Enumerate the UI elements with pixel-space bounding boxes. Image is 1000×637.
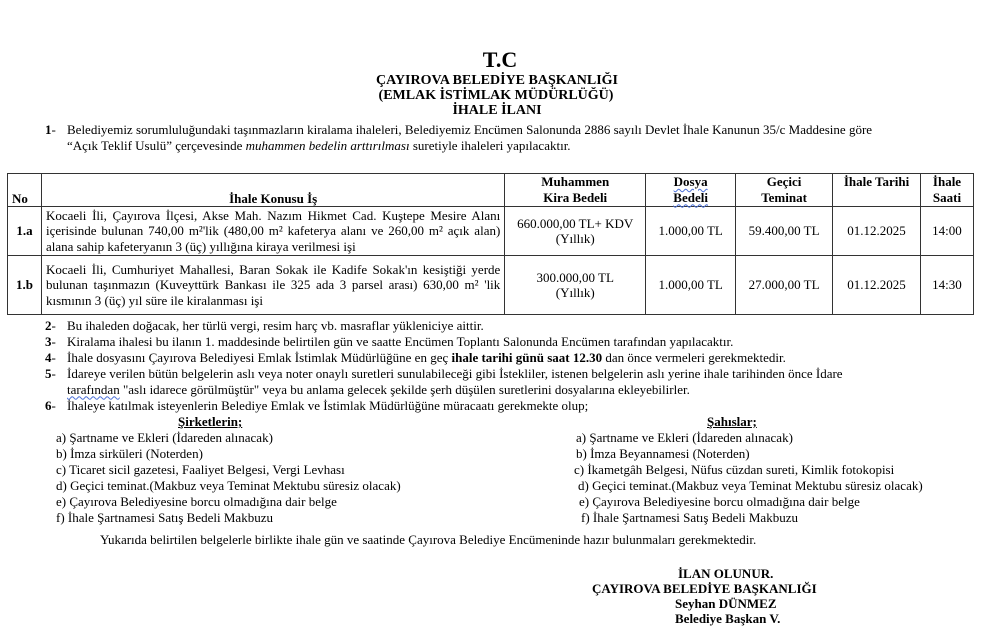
row-file-fee: 1.000,00 TL bbox=[646, 207, 736, 256]
row-subject: Kocaeli İli, Çayırova İlçesi, Akse Mah. Nazım Hikmet Cad. Kuştepe Mesire Alanı içerisinde bulunan 740,00 m²'lik (480,00 m² kafeterya alanı ve 260,00 m² açık alan) alana sahip kafeteryanın 3 (üç) yıllığına kiraya verilmesi işi bbox=[41, 207, 504, 256]
list-item: b) İmza Beyannamesi (Noterden) bbox=[576, 446, 750, 461]
companies-heading: Şirketlerin; bbox=[178, 414, 243, 429]
signature-institution: ÇAYIROVA BELEDİYE BAŞKANLIĞI bbox=[592, 581, 817, 596]
row-date: 01.12.2025 bbox=[833, 207, 921, 256]
row-no: 1.b bbox=[8, 256, 42, 315]
list-item: f) İhale Şartnamesi Satış Bedeli Makbuzu bbox=[56, 510, 273, 525]
list-item: a) Şartname ve Ekleri (İdareden alınacak) bbox=[576, 430, 793, 445]
row-date: 01.12.2025 bbox=[833, 256, 921, 315]
header-time: İhale Saati bbox=[920, 174, 973, 207]
item-4-text: İhale dosyasını Çayırova Belediyesi Emlak İstimlak Müdürlüğüne en geç ihale tarihi günü saat 12.30 dan önce vermeleri gerekmektedir. bbox=[67, 350, 786, 365]
list-item: e) Çayırova Belediyesine borcu olmadığına dair belge bbox=[56, 494, 337, 509]
item-1-text bbox=[67, 122, 987, 153]
header-date: İhale Tarihi bbox=[833, 174, 921, 207]
list-item: c) İkametgâh Belgesi, Nüfus cüzdan sureti, Kimlik fotokopisi bbox=[574, 462, 895, 477]
item-6-number: 6- bbox=[45, 398, 56, 413]
list-item: e) Çayırova Belediyesine borcu olmadığına dair belge bbox=[579, 494, 860, 509]
companies-requirements bbox=[56, 430, 401, 526]
item-3-text: Kiralama ihalesi bu ilanın 1. maddesinde belirtilen gün ve saatte Encümen Toplantı Salonunda Encümen tarafından yapılacaktır. bbox=[67, 334, 734, 349]
row-guarantee: 27.000,00 TL bbox=[736, 256, 833, 315]
table-header-row bbox=[8, 174, 974, 207]
row-rent: 660.000,00 TL+ KDV (Yıllık) bbox=[505, 207, 646, 256]
department-title: (EMLAK İSTİMLAK MÜDÜRLÜĞÜ) bbox=[378, 88, 614, 103]
list-item: c) Ticaret sicil gazetesi, Faaliyet Belgesi, Vergi Levhası bbox=[56, 462, 345, 477]
item-2-text: Bu ihaleden doğacak, her türlü vergi, resim harç vb. masraflar yükleniciye aittir. bbox=[67, 318, 484, 333]
notice-title: İHALE İLANI bbox=[452, 103, 542, 118]
list-item: a) Şartname ve Ekleri (İdareden alınacak) bbox=[56, 430, 273, 445]
row-file-fee: 1.000,00 TL bbox=[646, 256, 736, 315]
list-item: d) Geçici teminat.(Makbuz veya Teminat Mektubu süresiz olacak) bbox=[578, 478, 923, 493]
item-3-number: 3- bbox=[45, 334, 56, 349]
header-subject: İhale Konusu İş bbox=[41, 174, 504, 207]
row-time: 14:30 bbox=[920, 256, 973, 315]
item-1-line-1: Belediyemiz sorumluluğundaki taşınmazların kiralama ihaleleri, Belediyemiz Encümen Salonunda 2886 sayılı Devlet İhale Kanunun 35/c Maddesine göre bbox=[67, 122, 873, 137]
item-5-number: 5- bbox=[45, 366, 56, 381]
signature-announcement: İLAN OLUNUR. bbox=[678, 566, 774, 581]
municipality-title: ÇAYIROVA BELEDİYE BAŞKANLIĞI bbox=[376, 73, 618, 88]
tender-table bbox=[7, 173, 974, 315]
list-item: f) İhale Şartnamesi Satış Bedeli Makbuzu bbox=[581, 510, 798, 525]
header-file-fee: Dosya Bedeli bbox=[646, 174, 736, 207]
item-4-number: 4- bbox=[45, 350, 56, 365]
header-guarantee: Geçici Teminat bbox=[736, 174, 833, 207]
item-1-number: 1- bbox=[45, 122, 56, 137]
header-no: No bbox=[8, 174, 42, 207]
table-row bbox=[8, 256, 974, 315]
item-1-line-2: “Açık Teklif Usulü” çerçevesinde muhammen bedelin arttırılması suretiyle ihaleleri yapılacaktır. bbox=[67, 137, 571, 153]
item-6-text: İhaleye katılmak isteyenlerin Belediye Emlak ve İstimlak Müdürlüğüne müracaatı gerekmekte olup; bbox=[67, 398, 589, 413]
row-time: 14:00 bbox=[920, 207, 973, 256]
row-subject: Kocaeli İli, Cumhuriyet Mahallesi, Baran Sokak ile Kadife Sokak'ın kesiştiği yerde bulunan taşınmazın (Kuveyttürk Bankası ile 325 ada 3 parsel arası) 630,00 m² 'lik kısmının 3 (üç) yıl süre ile kiralanması işi bbox=[41, 256, 504, 315]
individuals-heading: Şahıslar; bbox=[707, 414, 757, 429]
table-row bbox=[8, 207, 974, 256]
individuals-requirements bbox=[576, 430, 923, 526]
row-rent: 300.000,00 TL (Yıllık) bbox=[505, 256, 646, 315]
list-item: d) Geçici teminat.(Makbuz veya Teminat Mektubu süresiz olacak) bbox=[56, 478, 401, 493]
row-no: 1.a bbox=[8, 207, 42, 256]
item-5-text: İdareye verilen bütün belgelerin aslı veya noter onaylı suretleri sunulabileceği gibi İstekliler, istenen belgelerin aslı yerine ihale tarihinden önce İdare tarafından "aslı idarece görülmüştür" veya bu anlama gelecek şekilde şerh düşülen suretlerini dosyalarına ekleyebilirler. bbox=[67, 366, 843, 397]
item-2-number: 2- bbox=[45, 318, 56, 333]
closing-statement: Yukarıda belirtilen belgelerle birlikte ihale gün ve saatinde Çayırova Belediye Encümeninde hazır bulunmaları gerekmektedir. bbox=[100, 532, 757, 547]
signature-name: Seyhan DÜNMEZ bbox=[675, 596, 777, 611]
signature-title: Belediye Başkan V. bbox=[675, 611, 781, 626]
header-rent: Muhammen Kira Bedeli bbox=[505, 174, 646, 207]
row-guarantee: 59.400,00 TL bbox=[736, 207, 833, 256]
list-item: b) İmza sirküleri (Noterden) bbox=[56, 446, 203, 461]
document-header-tc: T.C bbox=[482, 47, 518, 72]
